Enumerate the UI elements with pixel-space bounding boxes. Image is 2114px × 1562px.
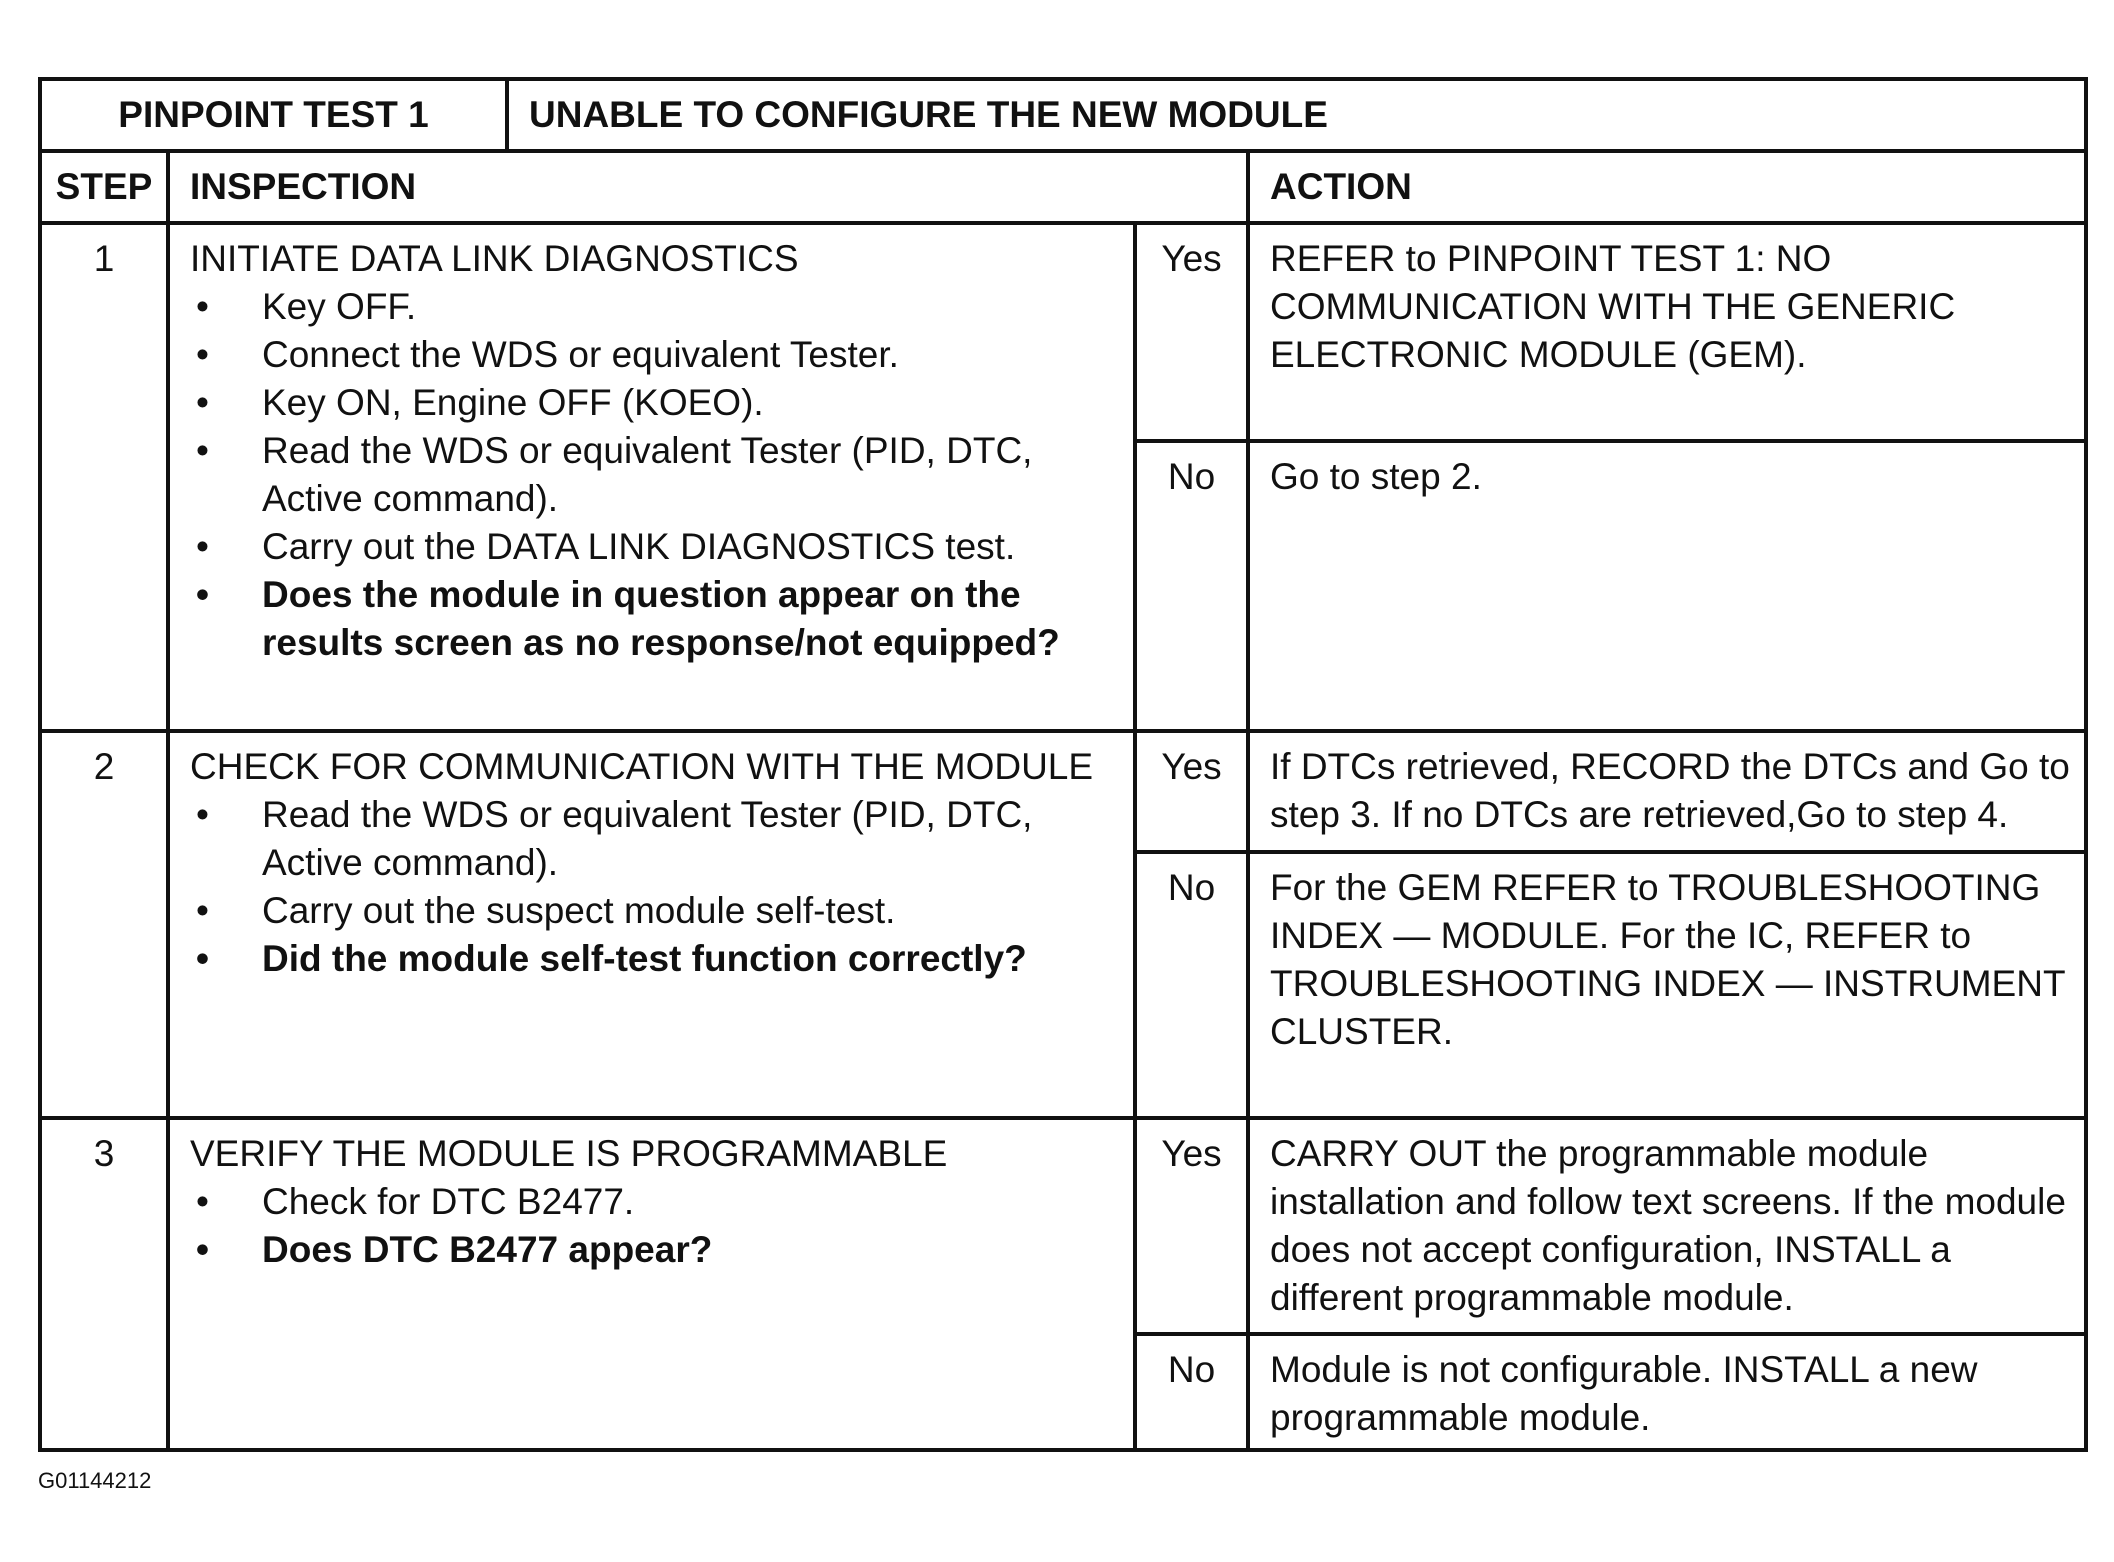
column-header-action: ACTION [1248,151,2086,223]
list-item: • Key OFF. [190,283,1119,331]
bullet-icon: • [196,794,209,835]
step-2-no-action: For the GEM REFER to TROUBLESHOOTING INDEX — MODULE. For the IC, REFER to TROUBLESHOOTING INDEX — INSTRUMENT CLUSTER. [1248,852,2086,1118]
step-3-title: VERIFY THE MODULE IS PROGRAMMABLE [190,1133,948,1174]
bullet-icon: • [196,286,209,327]
step-3-checklist [190,1178,1119,1274]
list-item: • Read the WDS or equivalent Tester (PID, DTC, Active command). [190,427,1119,523]
step-1-number: 1 [40,223,168,731]
step-3-no-label: No [1135,1334,1248,1450]
column-header-step: STEP [40,151,168,223]
step-2-number: 2 [40,731,168,1118]
step-3-yes-label: Yes [1135,1118,1248,1334]
figure-id: G01144212 [38,1468,152,1493]
column-header-inspection: INSPECTION [168,151,1248,223]
test-title: PINPOINT TEST 1 [40,79,507,151]
step-1-yes-action: REFER to PINPOINT TEST 1: NO COMMUNICATION WITH THE GENERIC ELECTRONIC MODULE (GEM). [1248,223,2086,441]
step-3-no-action: Module is not configurable. INSTALL a new programmable module. [1248,1334,2086,1450]
bullet-icon: • [196,938,209,979]
step-1-no-label: No [1135,441,1248,731]
step-1-inspection [168,223,1135,731]
step-2-question: • Did the module self-test function correctly? [190,935,1119,983]
step-2-no-label: No [1135,852,1248,1118]
list-item: • Connect the WDS or equivalent Tester. [190,331,1119,379]
bullet-icon: • [196,1229,209,1270]
step-2-yes-label: Yes [1135,731,1248,852]
step-1-no-action: Go to step 2. [1248,441,2086,731]
step-3-yes-action: CARRY OUT the programmable module installation and follow text screens. If the module does not accept configuration, INSTALL a different programmable module. [1248,1118,2086,1334]
step-1-checklist [190,283,1119,667]
step-2-checklist [190,791,1119,983]
step-3-question: • Does DTC B2477 appear? [190,1226,1119,1274]
bullet-icon: • [196,574,209,615]
test-subtitle: UNABLE TO CONFIGURE THE NEW MODULE [507,79,2086,151]
list-item: • Check for DTC B2477. [190,1178,1119,1226]
step-3-inspection [168,1118,1135,1450]
column-header-row [40,151,2086,223]
pinpoint-test-table [38,77,2088,1452]
bullet-icon: • [196,1181,209,1222]
list-item: • Read the WDS or equivalent Tester (PID, DTC, Active command). [190,791,1119,887]
bullet-icon: • [196,430,209,471]
bullet-icon: • [196,382,209,423]
list-item: • Carry out the suspect module self-test. [190,887,1119,935]
bullet-icon: • [196,890,209,931]
list-item: • Carry out the DATA LINK DIAGNOSTICS test. [190,523,1119,571]
step-2-yes-row [40,731,2086,852]
step-1-question: • Does the module in question appear on the results screen as no response/not equipped? [190,571,1119,667]
title-row [40,79,2086,151]
step-1-title: INITIATE DATA LINK DIAGNOSTICS [190,238,799,279]
bullet-icon: • [196,526,209,567]
step-3-number: 3 [40,1118,168,1450]
step-1-yes-row [40,223,2086,441]
step-2-inspection [168,731,1135,1118]
bullet-icon: • [196,334,209,375]
step-2-title: CHECK FOR COMMUNICATION WITH THE MODULE [190,746,1094,787]
step-1-yes-label: Yes [1135,223,1248,441]
step-3-yes-row [40,1118,2086,1334]
list-item: • Key ON, Engine OFF (KOEO). [190,379,1119,427]
step-2-yes-action: If DTCs retrieved, RECORD the DTCs and Go to step 3. If no DTCs are retrieved,Go to step 4. [1248,731,2086,852]
